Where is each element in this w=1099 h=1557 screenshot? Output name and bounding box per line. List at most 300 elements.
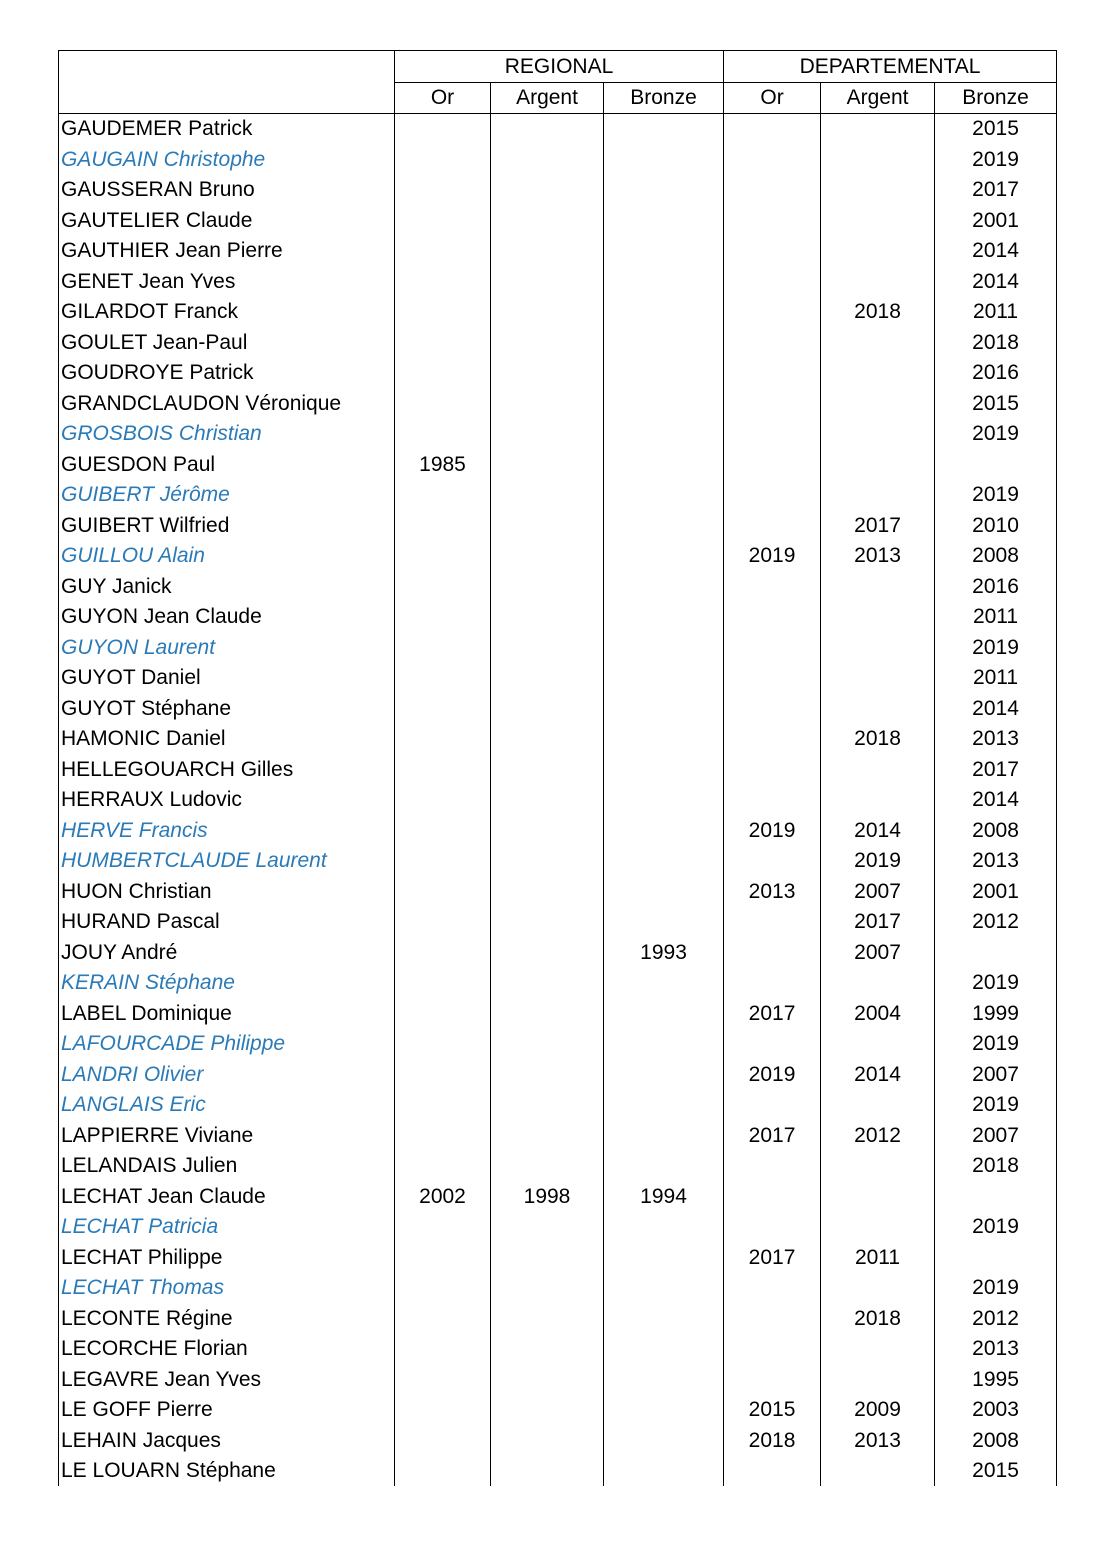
regional-argent-cell xyxy=(491,572,604,603)
regional-or-cell xyxy=(395,1304,491,1335)
regional-bronze-cell xyxy=(604,1456,724,1486)
departemental-or-cell xyxy=(724,450,821,481)
table-row xyxy=(59,907,1057,938)
regional-argent-cell: 1998 xyxy=(491,1182,604,1213)
member-name: HAMONIC Daniel xyxy=(59,724,395,755)
departemental-argent-cell: 2017 xyxy=(821,907,935,938)
regional-or-cell xyxy=(395,358,491,389)
departemental-or-cell xyxy=(724,663,821,694)
departemental-or-cell xyxy=(724,602,821,633)
departemental-argent-cell: 2013 xyxy=(821,541,935,572)
regional-argent-cell xyxy=(491,755,604,786)
member-name: GUYON Jean Claude xyxy=(59,602,395,633)
regional-argent-cell xyxy=(491,175,604,206)
departemental-bronze-cell: 2013 xyxy=(935,846,1057,877)
table-row xyxy=(59,1304,1057,1335)
departemental-bronze-cell: 1999 xyxy=(935,999,1057,1030)
member-name: HUMBERTCLAUDE Laurent xyxy=(59,846,395,877)
regional-or-cell xyxy=(395,541,491,572)
departemental-argent-cell xyxy=(821,1365,935,1396)
departemental-argent-header: Argent xyxy=(821,83,935,114)
departemental-or-cell xyxy=(724,1151,821,1182)
member-name: HERRAUX Ludovic xyxy=(59,785,395,816)
regional-or-cell xyxy=(395,999,491,1030)
regional-bronze-cell xyxy=(604,999,724,1030)
departemental-or-cell: 2019 xyxy=(724,541,821,572)
departemental-bronze-cell: 2019 xyxy=(935,968,1057,999)
departemental-argent-cell xyxy=(821,358,935,389)
member-name: GAUDEMER Patrick xyxy=(59,114,395,145)
departemental-or-cell: 2015 xyxy=(724,1395,821,1426)
regional-or-cell xyxy=(395,602,491,633)
departemental-bronze-cell: 2008 xyxy=(935,1426,1057,1457)
regional-or-cell xyxy=(395,389,491,420)
regional-argent-cell xyxy=(491,1243,604,1274)
regional-argent-cell xyxy=(491,145,604,176)
member-name: GUYOT Stéphane xyxy=(59,694,395,725)
regional-bronze-cell xyxy=(604,267,724,298)
regional-bronze-cell xyxy=(604,1151,724,1182)
table-header xyxy=(59,51,1057,114)
departemental-argent-cell xyxy=(821,1334,935,1365)
regional-argent-header: Argent xyxy=(491,83,604,114)
regional-bronze-cell xyxy=(604,541,724,572)
regional-or-cell xyxy=(395,1212,491,1243)
regional-argent-cell xyxy=(491,450,604,481)
departemental-bronze-cell: 1995 xyxy=(935,1365,1057,1396)
departemental-bronze-cell: 2019 xyxy=(935,419,1057,450)
regional-or-cell xyxy=(395,1426,491,1457)
regional-or-cell xyxy=(395,1365,491,1396)
member-name: GAUTHIER Jean Pierre xyxy=(59,236,395,267)
departemental-argent-cell: 2012 xyxy=(821,1121,935,1152)
departemental-argent-cell xyxy=(821,572,935,603)
regional-argent-cell xyxy=(491,1212,604,1243)
regional-argent-cell xyxy=(491,1029,604,1060)
departemental-or-cell xyxy=(724,358,821,389)
regional-argent-cell xyxy=(491,663,604,694)
regional-or-cell xyxy=(395,511,491,542)
table-row xyxy=(59,175,1057,206)
regional-bronze-cell xyxy=(604,724,724,755)
departemental-bronze-cell: 2017 xyxy=(935,755,1057,786)
regional-or-cell xyxy=(395,206,491,237)
departemental-argent-cell xyxy=(821,663,935,694)
departemental-or-cell xyxy=(724,572,821,603)
regional-bronze-cell xyxy=(604,114,724,145)
departemental-argent-cell: 2011 xyxy=(821,1243,935,1274)
departemental-argent-cell xyxy=(821,785,935,816)
departemental-argent-cell xyxy=(821,175,935,206)
regional-bronze-cell xyxy=(604,1273,724,1304)
departemental-bronze-cell: 2012 xyxy=(935,907,1057,938)
regional-or-cell xyxy=(395,694,491,725)
regional-argent-cell xyxy=(491,1395,604,1426)
table-row xyxy=(59,1060,1057,1091)
regional-bronze-cell xyxy=(604,480,724,511)
departemental-bronze-cell: 2007 xyxy=(935,1060,1057,1091)
member-name: LAPPIERRE Viviane xyxy=(59,1121,395,1152)
regional-bronze-cell xyxy=(604,755,724,786)
regional-bronze-cell xyxy=(604,297,724,328)
departemental-bronze-cell: 2019 xyxy=(935,1273,1057,1304)
departemental-argent-cell xyxy=(821,480,935,511)
departemental-argent-cell xyxy=(821,1090,935,1121)
departemental-argent-cell xyxy=(821,114,935,145)
member-name: LECORCHE Florian xyxy=(59,1334,395,1365)
regional-bronze-cell xyxy=(604,785,724,816)
table-row xyxy=(59,541,1057,572)
regional-or-cell xyxy=(395,1334,491,1365)
regional-bronze-cell xyxy=(604,1212,724,1243)
regional-argent-cell xyxy=(491,694,604,725)
regional-argent-cell xyxy=(491,846,604,877)
regional-argent-cell xyxy=(491,602,604,633)
departemental-argent-cell: 2018 xyxy=(821,724,935,755)
table-row xyxy=(59,877,1057,908)
regional-or-cell: 1985 xyxy=(395,450,491,481)
table-row xyxy=(59,267,1057,298)
regional-argent-cell xyxy=(491,511,604,542)
regional-bronze-cell xyxy=(604,694,724,725)
departemental-or-cell xyxy=(724,1334,821,1365)
departemental-bronze-cell: 2013 xyxy=(935,1334,1057,1365)
departemental-argent-cell: 2017 xyxy=(821,511,935,542)
member-name: GENET Jean Yves xyxy=(59,267,395,298)
regional-or-cell xyxy=(395,480,491,511)
departemental-bronze-cell: 2018 xyxy=(935,328,1057,359)
table-row xyxy=(59,633,1057,664)
regional-or-cell xyxy=(395,297,491,328)
member-name: GUIBERT Jérôme xyxy=(59,480,395,511)
departemental-bronze-cell: 2019 xyxy=(935,480,1057,511)
departemental-or-cell xyxy=(724,755,821,786)
regional-argent-cell xyxy=(491,1304,604,1335)
table-row xyxy=(59,663,1057,694)
departemental-or-cell xyxy=(724,389,821,420)
medal-table xyxy=(58,50,1057,1486)
departemental-bronze-cell: 2019 xyxy=(935,633,1057,664)
departemental-argent-cell xyxy=(821,1029,935,1060)
name-header-blank-sub xyxy=(59,83,395,114)
regional-or-cell xyxy=(395,1243,491,1274)
member-name: GAUSSERAN Bruno xyxy=(59,175,395,206)
departemental-bronze-cell: 2012 xyxy=(935,1304,1057,1335)
regional-bronze-cell xyxy=(604,1243,724,1274)
member-name: LEGAVRE Jean Yves xyxy=(59,1365,395,1396)
regional-argent-cell xyxy=(491,1273,604,1304)
regional-argent-cell xyxy=(491,633,604,664)
regional-or-cell xyxy=(395,724,491,755)
regional-bronze-cell xyxy=(604,572,724,603)
departemental-argent-cell xyxy=(821,1273,935,1304)
table-row xyxy=(59,1121,1057,1152)
departemental-bronze-cell: 2015 xyxy=(935,389,1057,420)
regional-bronze-cell xyxy=(604,816,724,847)
table-row xyxy=(59,328,1057,359)
table-row xyxy=(59,602,1057,633)
regional-bronze-cell xyxy=(604,1304,724,1335)
regional-or-cell xyxy=(395,816,491,847)
table-row xyxy=(59,206,1057,237)
departemental-argent-cell: 2014 xyxy=(821,1060,935,1091)
departemental-argent-cell xyxy=(821,236,935,267)
member-name: LELANDAIS Julien xyxy=(59,1151,395,1182)
table-row xyxy=(59,511,1057,542)
departemental-bronze-cell: 2017 xyxy=(935,175,1057,206)
departemental-bronze-cell xyxy=(935,1243,1057,1274)
regional-or-cell xyxy=(395,633,491,664)
departemental-argent-cell: 2018 xyxy=(821,1304,935,1335)
member-name: LE LOUARN Stéphane xyxy=(59,1456,395,1486)
regional-or-header: Or xyxy=(395,83,491,114)
departemental-bronze-cell: 2016 xyxy=(935,358,1057,389)
departemental-bronze-cell: 2008 xyxy=(935,541,1057,572)
table-row xyxy=(59,419,1057,450)
table-row xyxy=(59,145,1057,176)
departemental-or-cell xyxy=(724,511,821,542)
member-name: HELLEGOUARCH Gilles xyxy=(59,755,395,786)
table-row xyxy=(59,1365,1057,1396)
regional-or-cell xyxy=(395,846,491,877)
departemental-or-cell xyxy=(724,1456,821,1486)
table-row xyxy=(59,114,1057,145)
regional-argent-cell xyxy=(491,785,604,816)
table-row xyxy=(59,938,1057,969)
regional-bronze-cell xyxy=(604,633,724,664)
departemental-or-cell xyxy=(724,694,821,725)
departemental-or-cell: 2017 xyxy=(724,1121,821,1152)
regional-argent-cell xyxy=(491,328,604,359)
departemental-bronze-cell: 2016 xyxy=(935,572,1057,603)
regional-argent-cell xyxy=(491,389,604,420)
regional-bronze-cell xyxy=(604,328,724,359)
departemental-argent-cell xyxy=(821,419,935,450)
table-row xyxy=(59,1273,1057,1304)
member-name: LANGLAIS Eric xyxy=(59,1090,395,1121)
table-row xyxy=(59,572,1057,603)
departemental-bronze-cell: 2018 xyxy=(935,1151,1057,1182)
departemental-argent-cell xyxy=(821,206,935,237)
table-row xyxy=(59,846,1057,877)
member-name: LECHAT Thomas xyxy=(59,1273,395,1304)
departemental-argent-cell xyxy=(821,1456,935,1486)
departemental-or-cell xyxy=(724,1304,821,1335)
regional-bronze-cell xyxy=(604,145,724,176)
regional-bronze-cell xyxy=(604,907,724,938)
regional-or-cell xyxy=(395,1029,491,1060)
table-body xyxy=(59,114,1057,1487)
regional-bronze-cell xyxy=(604,1090,724,1121)
regional-argent-cell xyxy=(491,236,604,267)
departemental-or-cell xyxy=(724,114,821,145)
regional-or-cell xyxy=(395,267,491,298)
departemental-or-cell xyxy=(724,1090,821,1121)
table-row xyxy=(59,480,1057,511)
regional-or-cell xyxy=(395,236,491,267)
departemental-argent-cell: 2007 xyxy=(821,938,935,969)
departemental-header: DEPARTEMENTAL xyxy=(724,51,1057,83)
departemental-bronze-cell: 2010 xyxy=(935,511,1057,542)
regional-argent-cell xyxy=(491,480,604,511)
regional-argent-cell xyxy=(491,297,604,328)
table-row xyxy=(59,389,1057,420)
regional-bronze-cell xyxy=(604,877,724,908)
departemental-or-cell xyxy=(724,724,821,755)
departemental-or-cell xyxy=(724,206,821,237)
departemental-or-cell xyxy=(724,1212,821,1243)
departemental-or-cell xyxy=(724,1029,821,1060)
departemental-bronze-cell: 2019 xyxy=(935,1029,1057,1060)
table-row xyxy=(59,1029,1057,1060)
regional-or-cell xyxy=(395,938,491,969)
departemental-argent-cell xyxy=(821,267,935,298)
departemental-argent-cell: 2014 xyxy=(821,816,935,847)
regional-or-cell xyxy=(395,114,491,145)
table-row xyxy=(59,1212,1057,1243)
regional-argent-cell xyxy=(491,877,604,908)
table-row xyxy=(59,1456,1057,1486)
regional-argent-cell xyxy=(491,267,604,298)
member-name: GAUTELIER Claude xyxy=(59,206,395,237)
regional-or-cell xyxy=(395,328,491,359)
regional-bronze-cell xyxy=(604,419,724,450)
departemental-argent-cell: 2019 xyxy=(821,846,935,877)
regional-argent-cell xyxy=(491,1365,604,1396)
departemental-bronze-cell: 2014 xyxy=(935,785,1057,816)
regional-bronze-cell xyxy=(604,206,724,237)
regional-or-cell: 2002 xyxy=(395,1182,491,1213)
table-row xyxy=(59,450,1057,481)
departemental-bronze-cell: 2008 xyxy=(935,816,1057,847)
departemental-bronze-cell: 2015 xyxy=(935,114,1057,145)
table-row xyxy=(59,816,1057,847)
departemental-or-cell: 2019 xyxy=(724,816,821,847)
member-name: GOUDROYE Patrick xyxy=(59,358,395,389)
member-name: GUESDON Paul xyxy=(59,450,395,481)
member-name: GILARDOT Franck xyxy=(59,297,395,328)
regional-or-cell xyxy=(395,145,491,176)
member-name: LECONTE Régine xyxy=(59,1304,395,1335)
member-name: LEHAIN Jacques xyxy=(59,1426,395,1457)
table-row xyxy=(59,1151,1057,1182)
regional-bronze-cell xyxy=(604,1029,724,1060)
regional-argent-cell xyxy=(491,1334,604,1365)
departemental-bronze-cell: 2001 xyxy=(935,206,1057,237)
departemental-argent-cell xyxy=(821,1182,935,1213)
regional-bronze-cell xyxy=(604,511,724,542)
regional-argent-cell xyxy=(491,999,604,1030)
departemental-or-cell: 2013 xyxy=(724,877,821,908)
regional-bronze-cell: 1993 xyxy=(604,938,724,969)
regional-argent-cell xyxy=(491,724,604,755)
member-name: GAUGAIN Christophe xyxy=(59,145,395,176)
regional-argent-cell xyxy=(491,206,604,237)
table-row xyxy=(59,236,1057,267)
regional-or-cell xyxy=(395,1456,491,1486)
regional-or-cell xyxy=(395,1151,491,1182)
regional-argent-cell xyxy=(491,1121,604,1152)
table-row xyxy=(59,755,1057,786)
regional-or-cell xyxy=(395,877,491,908)
name-header-blank xyxy=(59,51,395,83)
departemental-bronze-cell: 2014 xyxy=(935,267,1057,298)
table-row xyxy=(59,968,1057,999)
departemental-or-cell: 2019 xyxy=(724,1060,821,1091)
departemental-or-cell xyxy=(724,785,821,816)
regional-bronze-cell xyxy=(604,1395,724,1426)
member-name: HERVE Francis xyxy=(59,816,395,847)
departemental-or-cell xyxy=(724,480,821,511)
departemental-bronze-cell: 2011 xyxy=(935,297,1057,328)
departemental-bronze-cell: 2013 xyxy=(935,724,1057,755)
departemental-bronze-cell: 2019 xyxy=(935,1090,1057,1121)
member-name: GUYON Laurent xyxy=(59,633,395,664)
departemental-argent-cell xyxy=(821,633,935,664)
regional-or-cell xyxy=(395,1395,491,1426)
table-row xyxy=(59,785,1057,816)
member-name: LECHAT Philippe xyxy=(59,1243,395,1274)
departemental-or-cell xyxy=(724,1182,821,1213)
member-name: JOUY André xyxy=(59,938,395,969)
departemental-or-cell xyxy=(724,419,821,450)
member-name: LANDRI Olivier xyxy=(59,1060,395,1091)
regional-or-cell xyxy=(395,968,491,999)
regional-or-cell xyxy=(395,419,491,450)
departemental-or-cell xyxy=(724,236,821,267)
departemental-or-cell: 2017 xyxy=(724,1243,821,1274)
departemental-argent-cell xyxy=(821,328,935,359)
regional-bronze-cell xyxy=(604,175,724,206)
regional-argent-cell xyxy=(491,968,604,999)
departemental-bronze-cell: 2001 xyxy=(935,877,1057,908)
departemental-argent-cell: 2007 xyxy=(821,877,935,908)
table-row xyxy=(59,1090,1057,1121)
regional-or-cell xyxy=(395,907,491,938)
departemental-or-cell xyxy=(724,938,821,969)
regional-argent-cell xyxy=(491,114,604,145)
departemental-bronze-cell: 2015 xyxy=(935,1456,1057,1486)
regional-argent-cell xyxy=(491,1060,604,1091)
departemental-or-cell xyxy=(724,633,821,664)
regional-bronze-cell xyxy=(604,1060,724,1091)
departemental-argent-cell: 2018 xyxy=(821,297,935,328)
regional-bronze-cell xyxy=(604,663,724,694)
member-name: GUY Janick xyxy=(59,572,395,603)
regional-argent-cell xyxy=(491,907,604,938)
regional-or-cell xyxy=(395,1060,491,1091)
member-name: LAFOURCADE Philippe xyxy=(59,1029,395,1060)
departemental-or-cell: 2017 xyxy=(724,999,821,1030)
regional-bronze-cell: 1994 xyxy=(604,1182,724,1213)
regional-or-cell xyxy=(395,1090,491,1121)
table-row xyxy=(59,1243,1057,1274)
regional-bronze-cell xyxy=(604,846,724,877)
departemental-argent-cell xyxy=(821,602,935,633)
departemental-or-header: Or xyxy=(724,83,821,114)
regional-bronze-cell xyxy=(604,602,724,633)
regional-bronze-cell xyxy=(604,236,724,267)
table-row xyxy=(59,297,1057,328)
medal-table-sheet xyxy=(58,50,1056,1485)
departemental-or-cell xyxy=(724,145,821,176)
departemental-or-cell xyxy=(724,1365,821,1396)
departemental-bronze-cell: 2014 xyxy=(935,694,1057,725)
departemental-argent-cell xyxy=(821,145,935,176)
departemental-bronze-cell: 2019 xyxy=(935,1212,1057,1243)
member-name: GUILLOU Alain xyxy=(59,541,395,572)
departemental-or-cell xyxy=(724,846,821,877)
